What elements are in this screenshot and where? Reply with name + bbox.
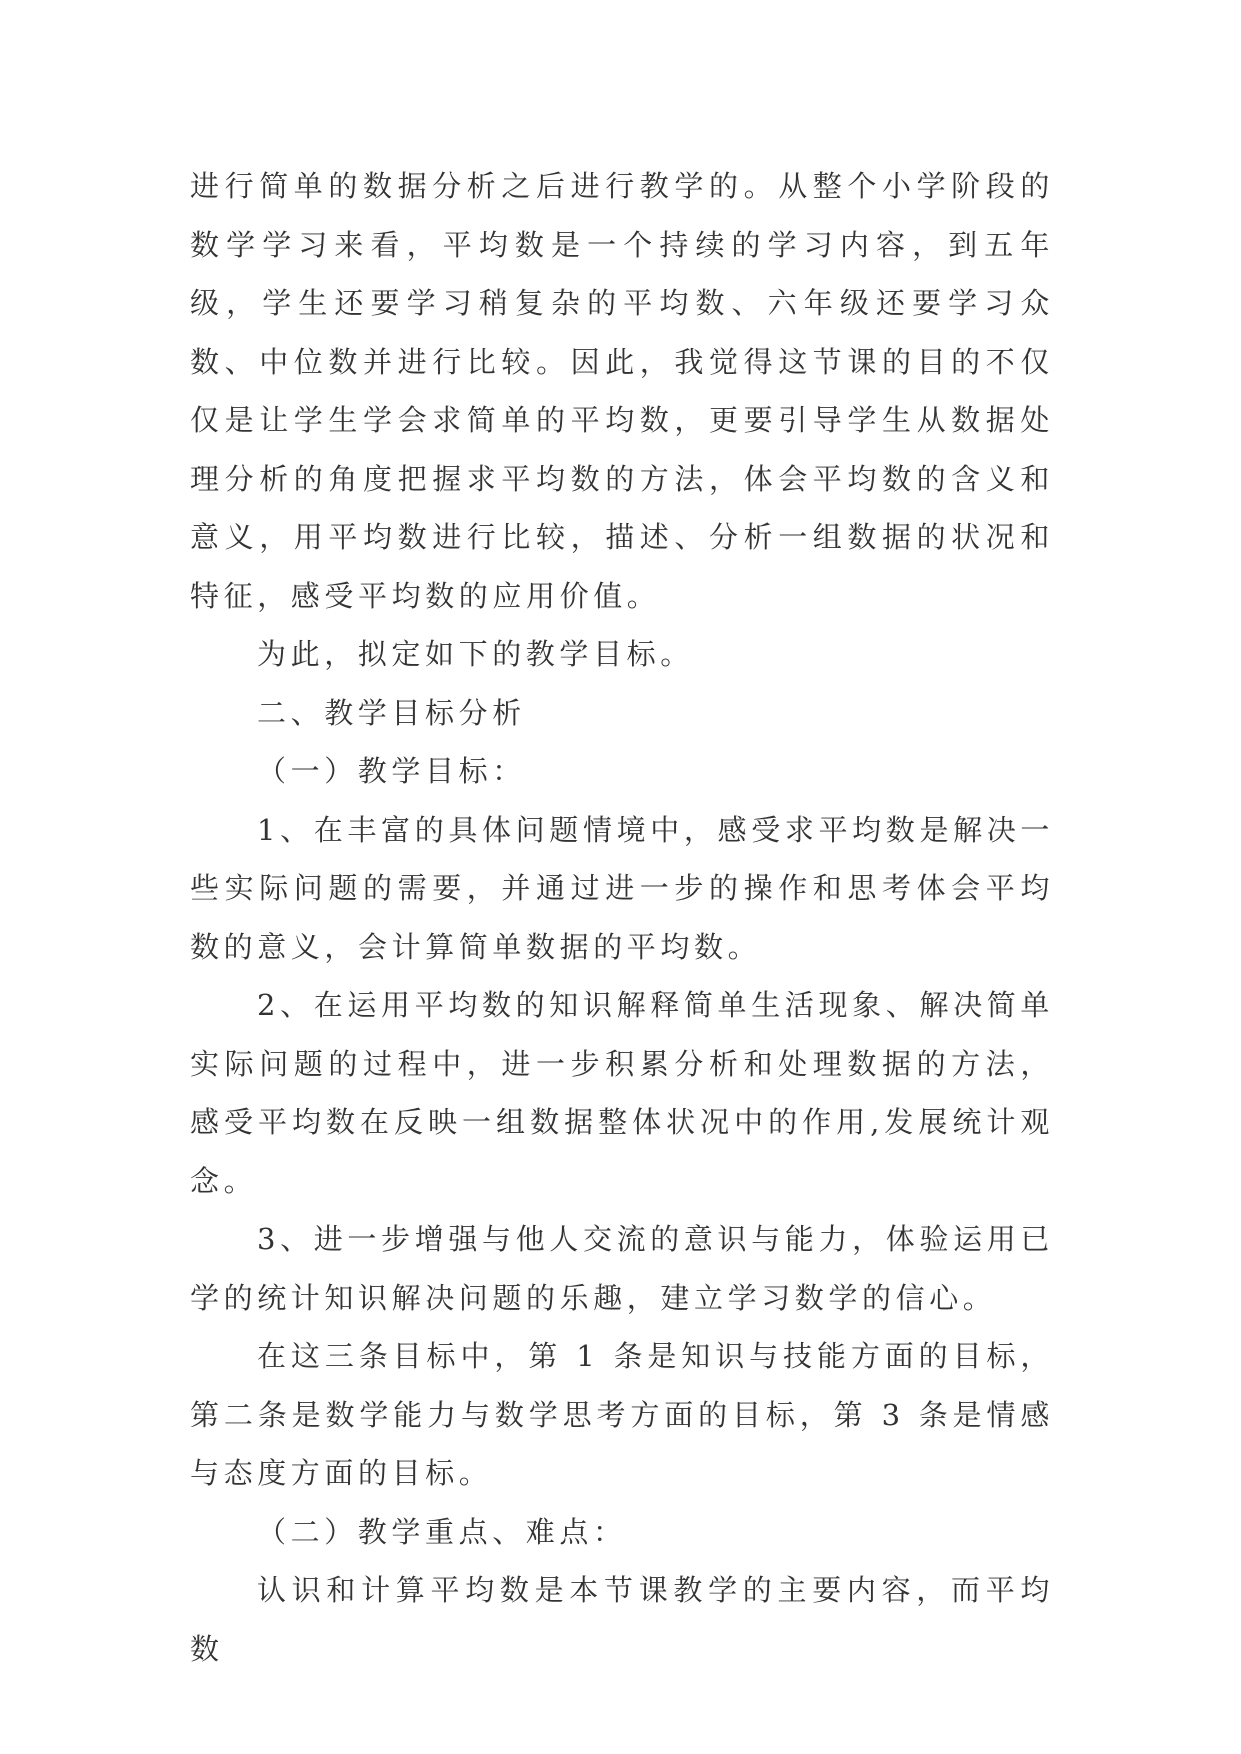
- paragraph-continuation: 进行简单的数据分析之后进行教学的。从整个小学阶段的数学学习来看，平均数是一个持续的学习内容，到五年级，学生还要学习稍复杂的平均数、六年级还要学习众数、中位数并进行比较。因此，我觉得这节课的目的不仅仅是让学生学会求简单的平均数，更要引导学生从数据处理分析的角度把握求平均数的方法，体会平均数的含义和意义，用平均数进行比较，描述、分析一组数据的状况和特征，感受平均数的应用价值。: [190, 169, 1054, 613]
- document-page: [190, 157, 1054, 1678]
- goal-item-1: 1、在丰富的具体问题情境中，感受求平均数是解决一些实际问题的需要，并通过进一步的操作和思考体会平均数的意义，会计算简单数据的平均数。: [190, 812, 1054, 964]
- goal-item-2: 2、在运用平均数的知识解释简单生活现象、解决简单实际问题的过程中，进一步积累分析和处理数据的方法，感受平均数在反映一组数据整体状况中的作用,发展统计观念。: [190, 988, 1054, 1198]
- goal-item-3: 3、进一步增强与他人交流的意识与能力，体验运用已学的统计知识解决问题的乐趣，建立学习数学的信心。: [190, 1222, 1054, 1315]
- subsection-heading-key-points: （二）教学重点、难点：: [257, 1514, 627, 1549]
- paragraph-goal-intro: 为此，拟定如下的教学目标。: [257, 637, 694, 671]
- paragraph-goal-summary: 在这三条目标中，第 1 条是知识与技能方面的目标，第二条是数学能力与数学思考方面的目标，第 3 条是情感与态度方面的目标。: [190, 1339, 1054, 1490]
- paragraph-key-points: 认识和计算平均数是本节课教学的主要内容，而平均数: [190, 1573, 1054, 1666]
- section-heading-goal-analysis: 二、教学目标分析: [257, 695, 526, 730]
- subsection-heading-teaching-goals: （一）教学目标：: [257, 754, 526, 788]
